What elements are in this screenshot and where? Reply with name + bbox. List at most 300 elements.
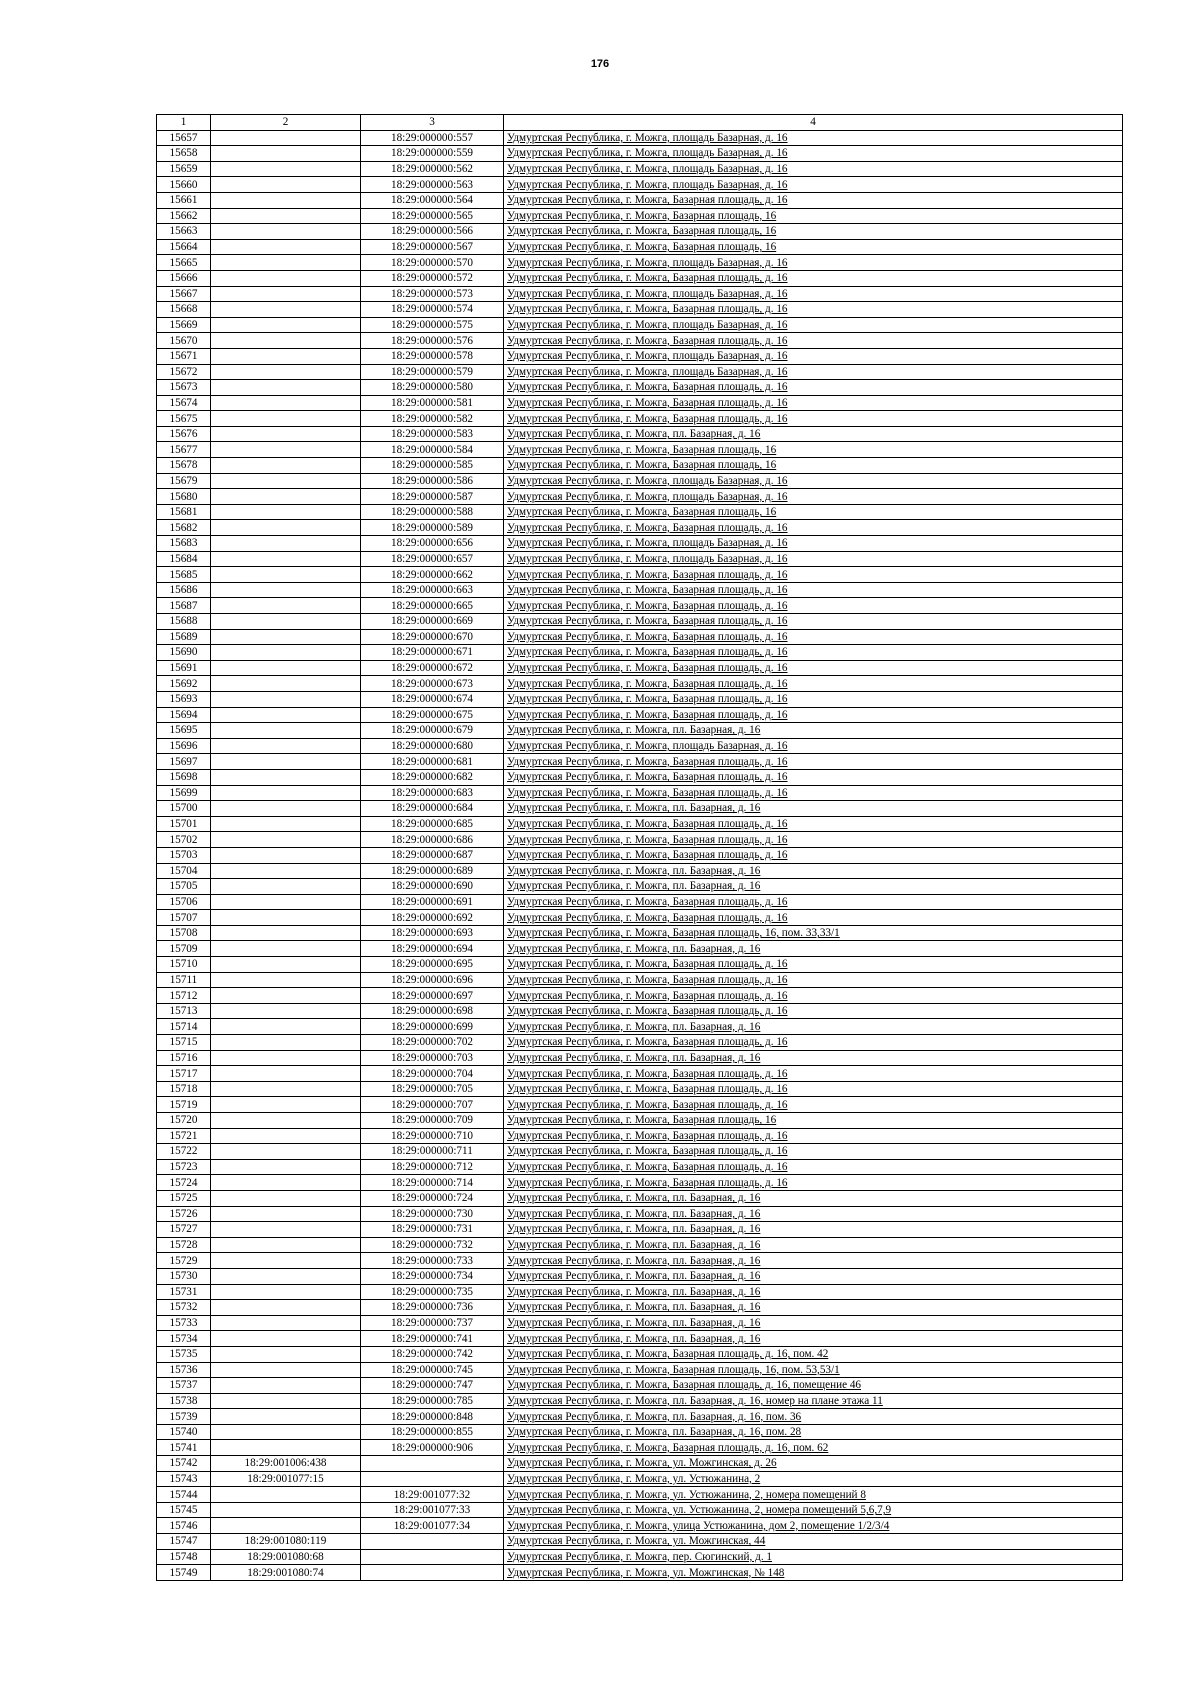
row-number: 15734 [157,1331,211,1347]
table-row [157,489,1123,505]
row-number: 15717 [157,1066,211,1082]
row-number: 15676 [157,426,211,442]
address: Удмуртская Республика, г. Можга, Базарная площадь, д. 16, пом. 42 [504,1346,1123,1362]
table-row [157,1190,1123,1206]
cadastral-number-parcel [211,286,361,302]
table-row [157,1300,1123,1316]
cadastral-number-parcel [211,910,361,926]
cadastral-number-parcel [211,972,361,988]
cadastral-number-parcel [211,1206,361,1222]
address: Удмуртская Республика, г. Можга, улица Устюжанина, дом 2, помещение 1/2/3/4 [504,1518,1123,1534]
cadastral-number-premises: 18:29:000000:714 [361,1175,504,1191]
row-number: 15689 [157,629,211,645]
table-row [157,504,1123,520]
row-number: 15721 [157,1128,211,1144]
cadastral-number-parcel [211,489,361,505]
table-row [157,941,1123,957]
cadastral-number-premises: 18:29:000000:785 [361,1393,504,1409]
cadastral-number-parcel [211,754,361,770]
row-number: 15679 [157,473,211,489]
row-number: 15730 [157,1268,211,1284]
cadastral-number-premises: 18:29:000000:734 [361,1268,504,1284]
cadastral-number-premises: 18:29:000000:695 [361,957,504,973]
address: Удмуртская Республика, г. Можга, Базарная площадь, д. 16 [504,645,1123,661]
cadastral-number-parcel [211,1035,361,1051]
cadastral-number-parcel [211,1518,361,1534]
address: Удмуртская Республика, г. Можга, Базарная площадь, 16 [504,504,1123,520]
cadastral-number-premises: 18:29:000000:685 [361,816,504,832]
cadastral-number-parcel [211,1066,361,1082]
cadastral-number-premises: 18:29:000000:564 [361,192,504,208]
address: Удмуртская Республика, г. Можга, площадь Базарная, д. 16 [504,130,1123,146]
address: Удмуртская Республика, г. Можга, Базарная площадь, д. 16 [504,333,1123,349]
address: Удмуртская Республика, г. Можга, Базарная площадь, д. 16 [504,707,1123,723]
address: Удмуртская Республика, г. Можга, Базарная площадь, д. 16 [504,1066,1123,1082]
cadastral-number-parcel [211,785,361,801]
address: Удмуртская Республика, г. Можга, пл. Базарная, д. 16 [504,1222,1123,1238]
column-header-2: 2 [211,115,361,131]
cadastral-number-premises: 18:29:000000:707 [361,1097,504,1113]
row-number: 15693 [157,691,211,707]
cadastral-number-parcel [211,333,361,349]
address: Удмуртская Республика, г. Можга, Базарная площадь, д. 16 [504,660,1123,676]
cadastral-number-parcel: 18:29:001080:68 [211,1549,361,1565]
table-row [157,1066,1123,1082]
row-number: 15699 [157,785,211,801]
cadastral-number-premises: 18:29:000000:735 [361,1284,504,1300]
table-row [157,723,1123,739]
cadastral-number-premises: 18:29:000000:697 [361,988,504,1004]
address: Удмуртская Республика, г. Можга, Базарная площадь, д. 16 [504,1159,1123,1175]
address: Удмуртская Республика, г. Можга, Базарная площадь, д. 16 [504,192,1123,208]
cadastral-number-premises: 18:29:000000:699 [361,1019,504,1035]
cadastral-number-parcel [211,879,361,895]
cadastral-number-parcel [211,1487,361,1503]
cadastral-number-parcel [211,1440,361,1456]
row-number: 15718 [157,1081,211,1097]
row-number: 15733 [157,1315,211,1331]
row-number: 15723 [157,1159,211,1175]
address: Удмуртская Республика, г. Можга, пл. Базарная, д. 16 [504,863,1123,879]
cadastral-number-parcel [211,847,361,863]
row-number: 15673 [157,380,211,396]
address: Удмуртская Республика, г. Можга, Базарная площадь, д. 16 [504,691,1123,707]
table-row [157,598,1123,614]
table-row [157,411,1123,427]
cadastral-number-parcel [211,1284,361,1300]
cadastral-number-premises: 18:29:000000:557 [361,130,504,146]
table-row [157,302,1123,318]
cadastral-number-premises: 18:29:000000:730 [361,1206,504,1222]
row-number: 15732 [157,1300,211,1316]
cadastral-number-premises: 18:29:000000:702 [361,1035,504,1051]
table-row [157,1315,1123,1331]
row-number: 15708 [157,925,211,941]
table-row [157,551,1123,567]
table-row [157,473,1123,489]
cadastral-number-parcel: 18:29:001080:119 [211,1534,361,1550]
cadastral-number-parcel [211,1362,361,1378]
cadastral-number-parcel [211,1378,361,1394]
cadastral-number-premises: 18:29:000000:656 [361,536,504,552]
row-number: 15660 [157,177,211,193]
cadastral-number-premises: 18:29:000000:848 [361,1409,504,1425]
cadastral-number-premises: 18:29:001077:34 [361,1518,504,1534]
registry-table [156,114,1123,1581]
header-row [157,115,1123,131]
address: Удмуртская Республика, г. Можга, Базарная площадь, 16 [504,442,1123,458]
address: Удмуртская Республика, г. Можга, Базарная площадь, д. 16 [504,816,1123,832]
cadastral-number-premises: 18:29:000000:684 [361,801,504,817]
cadastral-number-premises: 18:29:000000:724 [361,1190,504,1206]
cadastral-number-parcel [211,738,361,754]
row-number: 15700 [157,801,211,817]
address: Удмуртская Республика, г. Можга, пл. Базарная, д. 16 [504,1237,1123,1253]
row-number: 15714 [157,1019,211,1035]
table-row [157,1097,1123,1113]
cadastral-number-parcel [211,957,361,973]
row-number: 15691 [157,660,211,676]
cadastral-number-parcel [211,348,361,364]
cadastral-number-premises: 18:29:000000:679 [361,723,504,739]
cadastral-number-premises: 18:29:000000:689 [361,863,504,879]
address: Удмуртская Республика, г. Можга, Базарная площадь, д. 16 [504,754,1123,770]
table-row [157,1081,1123,1097]
row-number: 15687 [157,598,211,614]
cadastral-number-parcel [211,1175,361,1191]
address: Удмуртская Республика, г. Можга, Базарная площадь, 16 [504,224,1123,240]
cadastral-number-parcel [211,1222,361,1238]
table-row [157,1393,1123,1409]
row-number: 15668 [157,302,211,318]
cadastral-number-premises: 18:29:000000:671 [361,645,504,661]
row-number: 15697 [157,754,211,770]
cadastral-number-parcel: 18:29:001006:438 [211,1456,361,1472]
address: Удмуртская Республика, г. Можга, Базарная площадь, д. 16 [504,520,1123,536]
cadastral-number-premises: 18:29:000000:586 [361,473,504,489]
cadastral-number-premises: 18:29:000000:581 [361,395,504,411]
cadastral-number-parcel [211,645,361,661]
row-number: 15677 [157,442,211,458]
column-header-4: 4 [504,115,1123,131]
address: Удмуртская Республика, г. Можга, Базарная площадь, д. 16 [504,614,1123,630]
row-number: 15728 [157,1237,211,1253]
cadastral-number-premises: 18:29:000000:662 [361,567,504,583]
cadastral-number-premises: 18:29:000000:681 [361,754,504,770]
address: Удмуртская Республика, г. Можга, пл. Базарная, д. 16 [504,1206,1123,1222]
cadastral-number-parcel [211,473,361,489]
cadastral-number-parcel [211,1050,361,1066]
address: Удмуртская Республика, г. Можга, пл. Базарная, д. 16 [504,1331,1123,1347]
row-number: 15726 [157,1206,211,1222]
row-number: 15720 [157,1113,211,1129]
cadastral-number-premises: 18:29:000000:576 [361,333,504,349]
row-number: 15738 [157,1393,211,1409]
address: Удмуртская Республика, г. Можга, площадь Базарная, д. 16 [504,738,1123,754]
address: Удмуртская Республика, г. Можга, Базарная площадь, д. 16 [504,1097,1123,1113]
cadastral-number-parcel [211,458,361,474]
address: Удмуртская Республика, г. Можга, Базарная площадь, д. 16 [504,894,1123,910]
table-row [157,816,1123,832]
table-row [157,1487,1123,1503]
page-number: 176 [590,58,610,70]
cadastral-number-premises: 18:29:000000:672 [361,660,504,676]
row-number: 15670 [157,333,211,349]
table-row [157,286,1123,302]
table-row [157,536,1123,552]
cadastral-number-premises: 18:29:000000:710 [361,1128,504,1144]
row-number: 15664 [157,239,211,255]
table-row [157,1003,1123,1019]
cadastral-number-premises: 18:29:000000:736 [361,1300,504,1316]
table-row [157,879,1123,895]
address: Удмуртская Республика, г. Можга, пл. Базарная, д. 16 [504,1190,1123,1206]
table-body [157,130,1123,1580]
address: Удмуртская Республика, г. Можга, Базарная площадь, 16, пом. 53,53/1 [504,1362,1123,1378]
cadastral-number-parcel [211,1315,361,1331]
address: Удмуртская Республика, г. Можга, площадь Базарная, д. 16 [504,255,1123,271]
cadastral-number-parcel: 18:29:001080:74 [211,1565,361,1581]
table-row [157,567,1123,583]
table-row [157,988,1123,1004]
table-row [157,458,1123,474]
cadastral-number-premises: 18:29:000000:585 [361,458,504,474]
cadastral-number-parcel [211,302,361,318]
table-row [157,364,1123,380]
table-row [157,380,1123,396]
address: Удмуртская Республика, г. Можга, Базарная площадь, д. 16 [504,832,1123,848]
row-number: 15747 [157,1534,211,1550]
address: Удмуртская Республика, г. Можга, пл. Базарная, д. 16 [504,1268,1123,1284]
row-number: 15704 [157,863,211,879]
row-number: 15658 [157,146,211,162]
table-row [157,645,1123,661]
column-header-3: 3 [361,115,504,131]
table-row [157,676,1123,692]
row-number: 15710 [157,957,211,973]
cadastral-number-parcel: 18:29:001077:15 [211,1471,361,1487]
cadastral-number-premises: 18:29:000000:691 [361,894,504,910]
cadastral-number-parcel [211,239,361,255]
cadastral-number-premises: 18:29:000000:572 [361,270,504,286]
row-number: 15743 [157,1471,211,1487]
row-number: 15701 [157,816,211,832]
cadastral-number-premises: 18:29:000000:562 [361,161,504,177]
table-row [157,255,1123,271]
cadastral-number-parcel [211,442,361,458]
address: Удмуртская Республика, г. Можга, пл. Базарная, д. 16 [504,426,1123,442]
cadastral-number-parcel [211,1346,361,1362]
address: Удмуртская Республика, г. Можга, Базарная площадь, 16 [504,1113,1123,1129]
address: Удмуртская Республика, г. Можга, пл. Базарная, д. 16, номер на плане этажа 11 [504,1393,1123,1409]
table-row [157,1035,1123,1051]
address: Удмуртская Республика, г. Можга, площадь Базарная, д. 16 [504,286,1123,302]
cadastral-number-parcel [211,660,361,676]
table-row [157,629,1123,645]
cadastral-number-premises: 18:29:000000:705 [361,1081,504,1097]
row-number: 15698 [157,769,211,785]
row-number: 15666 [157,270,211,286]
cadastral-number-premises: 18:29:000000:578 [361,348,504,364]
row-number: 15719 [157,1097,211,1113]
address: Удмуртская Республика, г. Можга, Базарная площадь, д. 16 [504,785,1123,801]
address: Удмуртская Республика, г. Можга, Базарная площадь, д. 16 [504,1081,1123,1097]
table-row [157,1268,1123,1284]
cadastral-number-premises: 18:29:000000:733 [361,1253,504,1269]
address: Удмуртская Республика, г. Можга, пл. Базарная, д. 16, пом. 28 [504,1424,1123,1440]
table-row [157,333,1123,349]
cadastral-number-parcel [211,1097,361,1113]
address: Удмуртская Республика, г. Можга, Базарная площадь, д. 16 [504,395,1123,411]
row-number: 15667 [157,286,211,302]
table-row [157,707,1123,723]
cadastral-number-parcel [211,270,361,286]
table-row [157,660,1123,676]
row-number: 15657 [157,130,211,146]
cadastral-number-premises: 18:29:000000:663 [361,582,504,598]
row-number: 15672 [157,364,211,380]
address: Удмуртская Республика, г. Можга, Базарная площадь, д. 16 [504,676,1123,692]
cadastral-number-premises: 18:29:000000:693 [361,925,504,941]
cadastral-number-parcel [211,161,361,177]
cadastral-number-premises: 18:29:000000:711 [361,1144,504,1160]
cadastral-number-premises: 18:29:000000:704 [361,1066,504,1082]
row-number: 15684 [157,551,211,567]
table-row [157,130,1123,146]
address: Удмуртская Республика, г. Можга, пл. Базарная, д. 16 [504,1050,1123,1066]
address: Удмуртская Республика, г. Можга, Базарная площадь, д. 16 [504,582,1123,598]
cadastral-number-premises: 18:29:000000:566 [361,224,504,240]
cadastral-number-premises: 18:29:000000:687 [361,847,504,863]
table-row [157,1253,1123,1269]
table-row [157,614,1123,630]
cadastral-number-parcel [211,691,361,707]
table-row [157,691,1123,707]
cadastral-number-premises: 18:29:000000:906 [361,1440,504,1456]
row-number: 15724 [157,1175,211,1191]
row-number: 15661 [157,192,211,208]
cadastral-number-premises: 18:29:000000:565 [361,208,504,224]
table-row [157,177,1123,193]
address: Удмуртская Республика, г. Можга, площадь Базарная, д. 16 [504,348,1123,364]
cadastral-number-premises: 18:29:000000:665 [361,598,504,614]
row-number: 15659 [157,161,211,177]
cadastral-number-parcel [211,863,361,879]
cadastral-number-parcel [211,177,361,193]
cadastral-number-premises: 18:29:000000:579 [361,364,504,380]
address: Удмуртская Республика, г. Можга, пл. Базарная, д. 16 [504,1315,1123,1331]
address: Удмуртская Республика, г. Можга, ул. Устюжанина, 2, номера помещений 5,6,7,9 [504,1502,1123,1518]
cadastral-number-premises: 18:29:000000:675 [361,707,504,723]
address: Удмуртская Республика, г. Можга, площадь Базарная, д. 16 [504,317,1123,333]
cadastral-number-parcel [211,629,361,645]
cadastral-number-premises: 18:29:000000:670 [361,629,504,645]
cadastral-number-parcel [211,224,361,240]
address: Удмуртская Республика, г. Можга, пл. Базарная, д. 16, пом. 36 [504,1409,1123,1425]
table-row [157,1346,1123,1362]
cadastral-number-premises [361,1549,504,1565]
cadastral-number-premises [361,1456,504,1472]
cadastral-number-premises: 18:29:000000:747 [361,1378,504,1394]
row-number: 15662 [157,208,211,224]
address: Удмуртская Республика, г. Можга, Базарная площадь, д. 16 [504,1144,1123,1160]
cadastral-number-premises: 18:29:000000:690 [361,879,504,895]
cadastral-number-parcel [211,1190,361,1206]
address: Удмуртская Республика, г. Можга, пл. Базарная, д. 16 [504,879,1123,895]
table-row [157,1456,1123,1472]
cadastral-number-premises: 18:29:000000:563 [361,177,504,193]
address: Удмуртская Республика, г. Можга, ул. Можгинская, № 148 [504,1565,1123,1581]
cadastral-number-premises: 18:29:000000:742 [361,1346,504,1362]
address: Удмуртская Республика, г. Можга, пл. Базарная, д. 16 [504,1300,1123,1316]
table-row [157,1019,1123,1035]
table-row [157,1549,1123,1565]
cadastral-number-premises: 18:29:000000:692 [361,910,504,926]
column-header-1: 1 [157,115,211,131]
address: Удмуртская Республика, г. Можга, Базарная площадь, д. 16 [504,598,1123,614]
row-number: 15703 [157,847,211,863]
address: Удмуртская Республика, г. Можга, площадь Базарная, д. 16 [504,551,1123,567]
address: Удмуртская Республика, г. Можга, Базарная площадь, д. 16 [504,988,1123,1004]
cadastral-number-parcel [211,988,361,1004]
cadastral-number-premises: 18:29:000000:703 [361,1050,504,1066]
cadastral-number-premises: 18:29:000000:584 [361,442,504,458]
table-row [157,426,1123,442]
row-number: 15681 [157,504,211,520]
table-row [157,1206,1123,1222]
cadastral-number-parcel [211,1003,361,1019]
address: Удмуртская Республика, г. Можга, пл. Базарная, д. 16 [504,801,1123,817]
table-row [157,769,1123,785]
row-number: 15671 [157,348,211,364]
row-number: 15749 [157,1565,211,1581]
cadastral-number-parcel [211,411,361,427]
cadastral-number-premises: 18:29:000000:674 [361,691,504,707]
row-number: 15744 [157,1487,211,1503]
address: Удмуртская Республика, г. Можга, Базарная площадь, 16 [504,458,1123,474]
cadastral-number-premises: 18:29:000000:686 [361,832,504,848]
cadastral-number-parcel [211,1393,361,1409]
row-number: 15692 [157,676,211,692]
row-number: 15748 [157,1549,211,1565]
row-number: 15709 [157,941,211,957]
cadastral-number-parcel [211,707,361,723]
address: Удмуртская Республика, г. Можга, площадь Базарная, д. 16 [504,146,1123,162]
cadastral-number-premises: 18:29:000000:580 [361,380,504,396]
cadastral-number-premises: 18:29:000000:570 [361,255,504,271]
cadastral-number-premises: 18:29:000000:567 [361,239,504,255]
cadastral-number-parcel [211,801,361,817]
cadastral-number-premises: 18:29:000000:732 [361,1237,504,1253]
row-number: 15729 [157,1253,211,1269]
cadastral-number-parcel [211,380,361,396]
row-number: 15685 [157,567,211,583]
row-number: 15683 [157,536,211,552]
cadastral-number-parcel [211,676,361,692]
cadastral-number-premises: 18:29:000000:682 [361,769,504,785]
cadastral-number-parcel [211,1502,361,1518]
table-row [157,738,1123,754]
table-row [157,863,1123,879]
cadastral-number-parcel [211,1253,361,1269]
cadastral-number-parcel [211,1081,361,1097]
cadastral-number-premises: 18:29:000000:573 [361,286,504,302]
cadastral-number-parcel [211,192,361,208]
cadastral-number-parcel [211,1019,361,1035]
table-row [157,270,1123,286]
table-row [157,957,1123,973]
cadastral-number-parcel [211,1300,361,1316]
